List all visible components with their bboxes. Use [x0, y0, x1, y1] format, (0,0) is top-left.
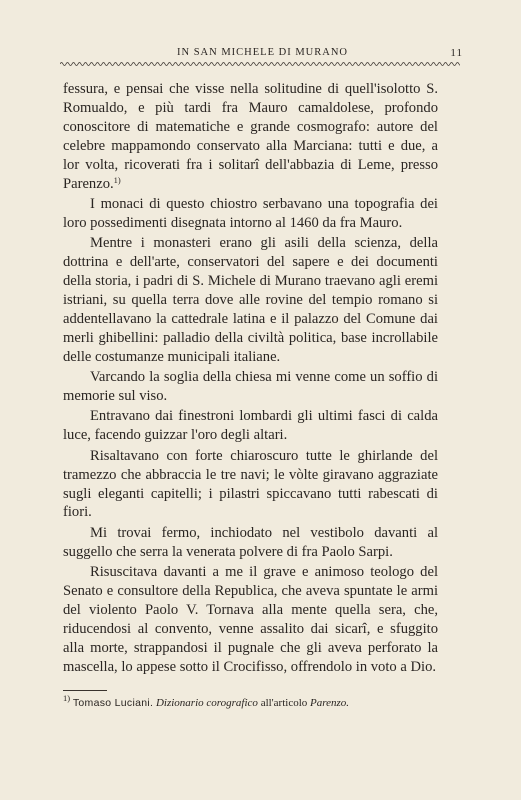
- paragraph: Risuscitava davanti a me il grave e animoso teologo del Senato e consultore della Republica, che aveva spuntate le armi del violento Paolo V. Tornava alla mente quella sera, che, riducendosi al convento, venne assalito dai sicarî, e sfuggito alla morte, strappandosi il pugnale che gli aveva perforato la mascella, lo appese sotto il Crocifisso, offrendolo in voto a Dio.: [63, 564, 438, 675]
- paragraph: Risaltavano con forte chiaroscuro tutte le ghirlande del tramezzo che abbraccia le tre navi; le vòlte giravano aggraziate sugli eleganti capitelli; i pilastri spiccavano tutti rabescati di fiori.: [63, 447, 438, 521]
- paragraph: Mentre i monasteri erano gli asili della scienza, della dottrina e dell'arte, conservatori del sapere e dei documenti della storia, i padri di S. Michele di Murano traevano agli eremi istriani, su quella terra dove alle rovine del tempio romano si addentellavano la cattedrale latina e il palazzo del Comune dai merli ghibellini: palladio della civiltà politica, base incrollabile delle costumanze municipali italiane.: [63, 235, 438, 365]
- wavy-header-rule: [60, 60, 460, 68]
- paragraph: Mi trovai fermo, inchiodato nel vestibolo davanti al suggello che serra la venerata polvere di fra Paolo Sarpi.: [63, 524, 438, 560]
- footnote: [63, 693, 350, 709]
- footnote-text: all'articolo: [260, 697, 308, 709]
- paragraph: I monaci di questo chiostro serbavano una topografia dei loro possedimenti disegnata intorno al 1460 da fra Mauro.: [63, 195, 438, 231]
- footnote-separator: [63, 690, 107, 691]
- paragraph: fessura, e pensai che visse nella solitudine di quell'isolotto S. Romualdo, e più tardi fra Mauro camaldolese, profondo conoscitore di matematiche e grande cosmografo: autore del celebre mappamondo conservato alla Marciana: tutti e due, a lor volta, ricoverati fra i solitarî dell'abbazia di Leme, presso Parenzo.$^{1)}$: [63, 81, 438, 192]
- running-header: [62, 47, 463, 58]
- paragraph: Varcando la soglia della chiesa mi venne come un soffio di memorie sul viso.: [63, 369, 438, 404]
- footnote-marker: 1): [63, 693, 71, 703]
- footnote-author: Tomaso Luciani.: [72, 697, 154, 709]
- footnote-reference: 1): [113, 174, 121, 185]
- footnote-entry: Parenzo.: [310, 697, 350, 709]
- footnote-work-title: Dizionario corografico: [155, 697, 258, 709]
- page-number: 11: [450, 47, 463, 59]
- paragraph: Entravano dai finestroni lombardi gli ultimi fasci di calda luce, facendo guizzar l'oro degli altari.: [63, 408, 438, 444]
- running-title: IN SAN MICHELE DI MURANO: [177, 47, 348, 58]
- main-text: [63, 80, 438, 678]
